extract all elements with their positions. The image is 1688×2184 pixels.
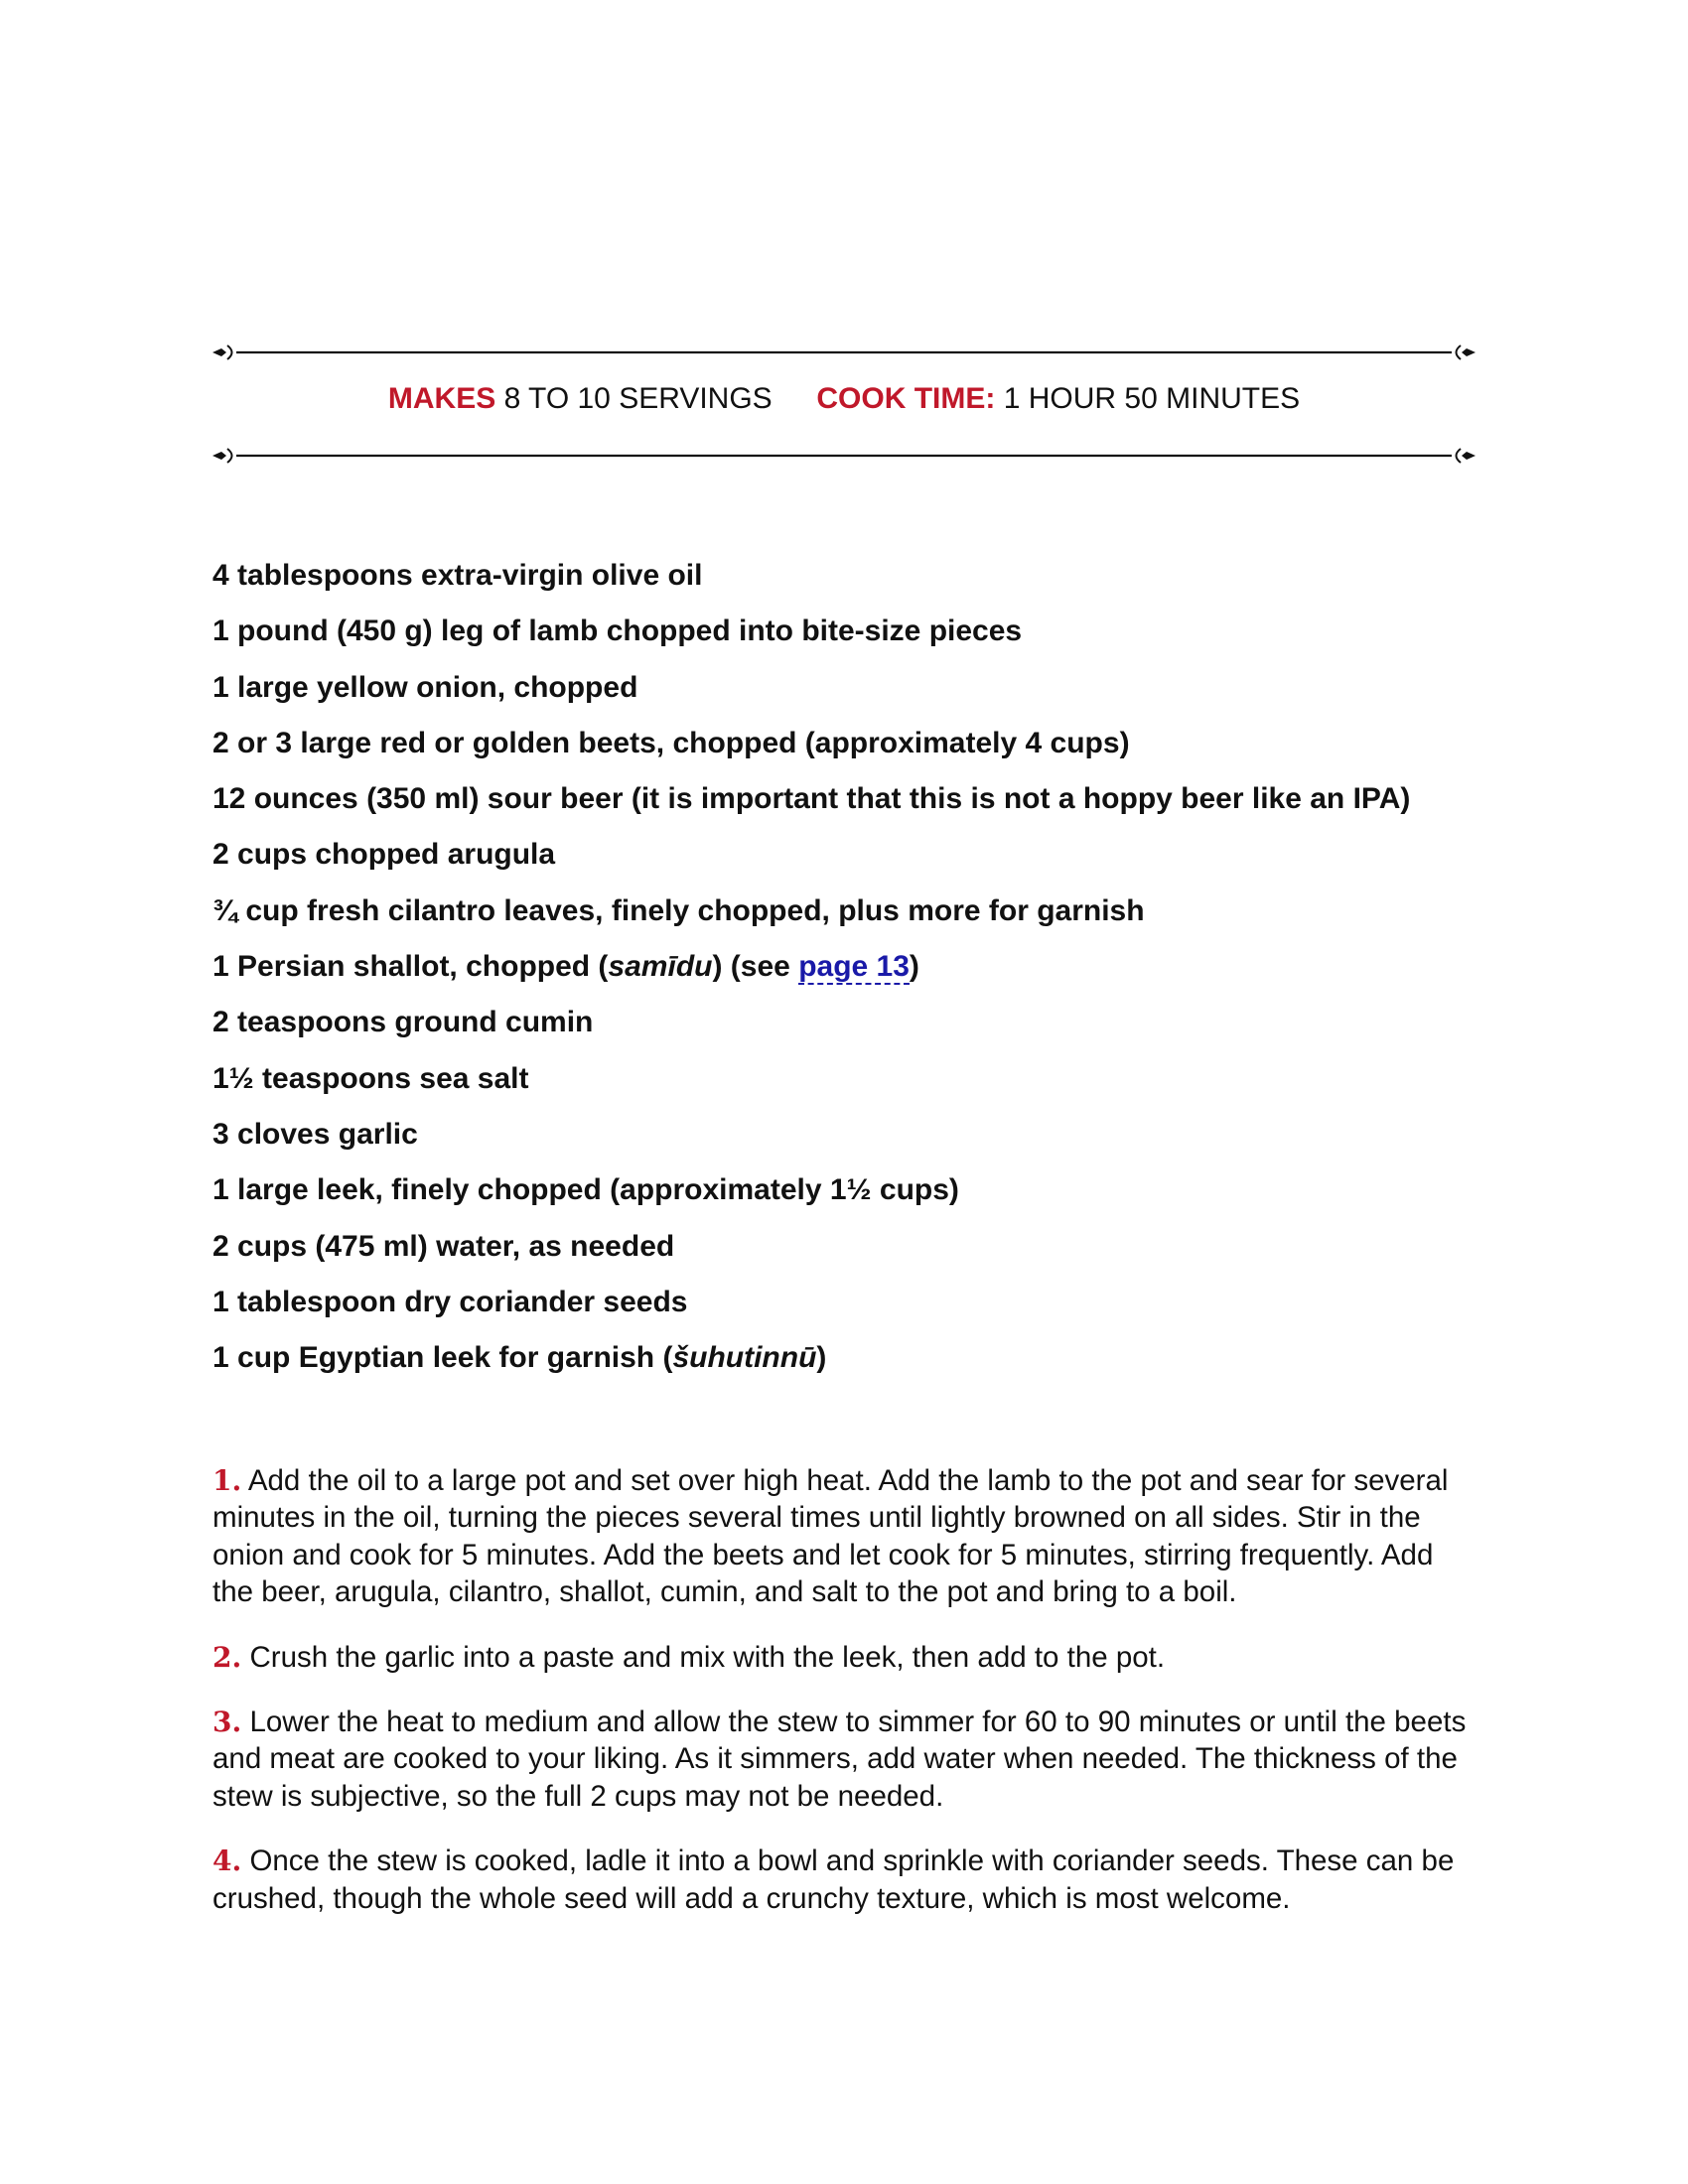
step-text: Add the oil to a large pot and set over high heat. Add the lamb to the pot and sear for several minutes in the oil, turning the pieces several times until lightly browned on all sides. Stir in the onion and cook for 5 minutes. Add the beets and let cook for 5 minutes, stirring frequently. Add the beer, arugula, cilantro, shallot, cumin, and salt to the pot and bring to a boil. bbox=[212, 1464, 1449, 1609]
method-steps bbox=[212, 1462, 1478, 1945]
ornamental-divider-icon bbox=[212, 342, 1476, 362]
ingredient-text: ) bbox=[909, 950, 919, 984]
ingredient-item: 2 cups chopped arugula bbox=[212, 838, 556, 872]
ingredient-text: 1 cup Egyptian leek for garnish ( bbox=[212, 1341, 673, 1375]
ingredient-item: 4 tablespoons extra-virgin olive oil bbox=[212, 559, 703, 592]
ingredient-item: 3 cloves garlic bbox=[212, 1117, 418, 1151]
ornamental-divider-icon bbox=[212, 446, 1476, 466]
step-number: 1. bbox=[212, 1464, 242, 1497]
step-text: Crush the garlic into a paste and mix with the leek, then add to the pot. bbox=[249, 1640, 1166, 1674]
step-number: 2. bbox=[212, 1640, 242, 1674]
ingredient-term: samīdu bbox=[608, 950, 713, 984]
page-reference-link[interactable]: page 13 bbox=[798, 950, 910, 984]
method-step bbox=[212, 1462, 1478, 1611]
ingredient-item: 2 cups (475 ml) water, as needed bbox=[212, 1229, 675, 1263]
makes-label: MAKES bbox=[387, 382, 496, 415]
cook-time-label: COOK TIME: bbox=[816, 382, 996, 415]
ingredient-item: 1½ teaspoons sea salt bbox=[212, 1061, 529, 1095]
ingredient-item: 1 tablespoon dry coriander seeds bbox=[212, 1285, 688, 1318]
ingredient-list bbox=[212, 556, 1503, 1394]
makes-value: 8 TO 10 SERVINGS bbox=[503, 382, 773, 415]
step-text: Once the stew is cooked, ladle it into a bowl and sprinkle with coriander seeds. These can be crushed, though the whole seed will add a crunchy texture, which is most welcome. bbox=[212, 1844, 1455, 1915]
ingredient-text: ) bbox=[816, 1341, 827, 1375]
method-step bbox=[212, 1639, 1478, 1676]
ingredient-item: 12 ounces (350 ml) sour beer (it is important that this is not a hoppy beer like an IPA) bbox=[212, 782, 1411, 816]
ingredient-item: ¾ cup fresh cilantro leaves, finely chopped, plus more for garnish bbox=[212, 893, 1145, 927]
cook-time-value: 1 HOUR 50 MINUTES bbox=[1003, 382, 1301, 415]
recipe-meta bbox=[212, 379, 1476, 419]
ingredient-item: 2 teaspoons ground cumin bbox=[212, 1006, 594, 1039]
step-text: Lower the heat to medium and allow the stew to simmer for 60 to 90 minutes or until the beets and meat are cooked to your liking. As it simmers, add water when needed. The thickness of the stew is subjective, so the full 2 cups may not be needed. bbox=[212, 1706, 1467, 1813]
ornamental-rule-bottom bbox=[212, 446, 1476, 466]
ingredient-item: 1 pound (450 g) leg of lamb chopped into bite-size pieces bbox=[212, 614, 1023, 648]
method-step bbox=[212, 1704, 1478, 1815]
method-step bbox=[212, 1843, 1478, 1917]
ingredient-item bbox=[212, 1338, 1503, 1378]
ornamental-rule-top bbox=[212, 342, 1476, 362]
ingredient-term: šuhutinnū bbox=[672, 1341, 817, 1375]
ingredient-text: 1 Persian shallot, chopped ( bbox=[212, 950, 609, 984]
ingredient-text: ) (see bbox=[712, 950, 799, 984]
step-number: 3. bbox=[212, 1706, 242, 1739]
ingredient-item: 2 or 3 large red or golden beets, chopped (approximately 4 cups) bbox=[212, 726, 1130, 759]
ingredient-item bbox=[212, 947, 1503, 987]
ingredient-item: 1 large leek, finely chopped (approximately 1½ cups) bbox=[212, 1173, 959, 1207]
step-number: 4. bbox=[212, 1844, 242, 1878]
ingredient-item: 1 large yellow onion, chopped bbox=[212, 670, 638, 704]
